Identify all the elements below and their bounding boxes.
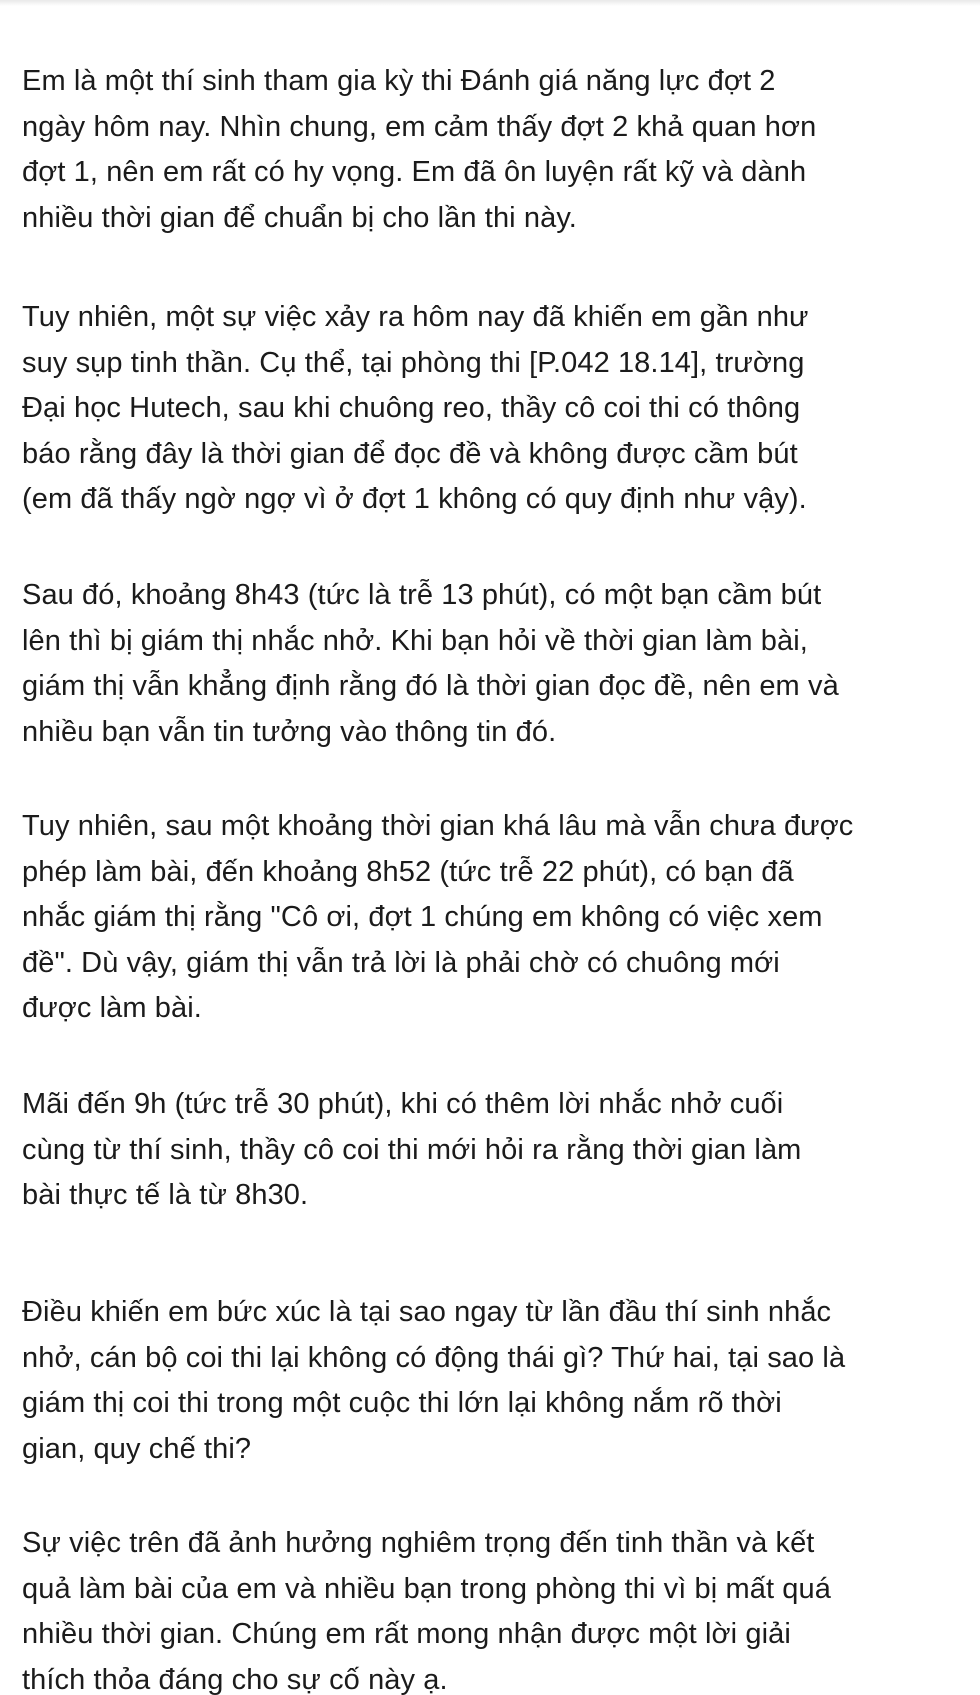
post-body — [22, 0, 962, 1695]
paragraph-complaint: Điều khiến em bức xúc là tại sao ngay từ lần đầu thí sinh nhắc nhở, cán bộ coi thi lại không có động thái gì? Thứ hai, tại sao là giám thị coi thi trong một cuộc thi lớn lại không nắm rõ thời gian, quy chế thi? — [22, 1296, 846, 1465]
paragraph-intro: Em là một thí sinh tham gia kỳ thi Đánh giá năng lực đợt 2 ngày hôm nay. Nhìn chung, em cảm thấy đợt 2 khả quan hơn đợt 1, nên em rất có hy vọng. Em đã ôn luyện rất kỹ và dành nhiều thời gian để chuẩn bị cho lần thi này. — [22, 65, 817, 234]
paragraph-request: Sự việc trên đã ảnh hưởng nghiêm trọng đến tinh thần và kết quả làm bài của em và nhiều bạn trong phòng thi vì bị mất quá nhiều thời gian. Chúng em rất mong nhận được một lời giải thích thỏa đáng cho sự cố này ạ. — [22, 1527, 831, 1695]
paragraph-resolution: Mãi đến 9h (tức trễ 30 phút), khi có thêm lời nhắc nhở cuối cùng từ thí sinh, thầy cô coi thi mới hỏi ra rằng thời gian làm bài thực tế là từ 8h30. — [22, 1088, 802, 1211]
paragraph-incident: Tuy nhiên, một sự việc xảy ra hôm nay đã khiến em gần như suy sụp tinh thần. Cụ thể, tại phòng thi [P.042 18.14], trường Đại học Hutech, sau khi chuông reo, thầy cô coi thi có thông báo rằng đây là thời gian để đọc đề và không được cầm bút (em đã thấy ngờ ngợ vì ở đợt 1 không có quy định như vậy). — [22, 301, 809, 515]
paragraph-second-reminder: Tuy nhiên, sau một khoảng thời gian khá lâu mà vẫn chưa được phép làm bài, đến khoảng 8h52 (tức trễ 22 phút), có bạn đã nhắc giám thị rằng "Cô ơi, đợt 1 chúng em không có việc xem đề". Dù vậy, giám thị vẫn trả lời là phải chờ có chuông mới được làm bài. — [22, 810, 854, 1024]
paragraph-reminder: Sau đó, khoảng 8h43 (tức là trễ 13 phút), có một bạn cầm bút lên thì bị giám thị nhắc nhở. Khi bạn hỏi về thời gian làm bài, giám thị vẫn khẳng định rằng đó là thời gian đọc đề, nên em và nhiều bạn vẫn tin tưởng vào thông tin đó. — [22, 579, 839, 748]
